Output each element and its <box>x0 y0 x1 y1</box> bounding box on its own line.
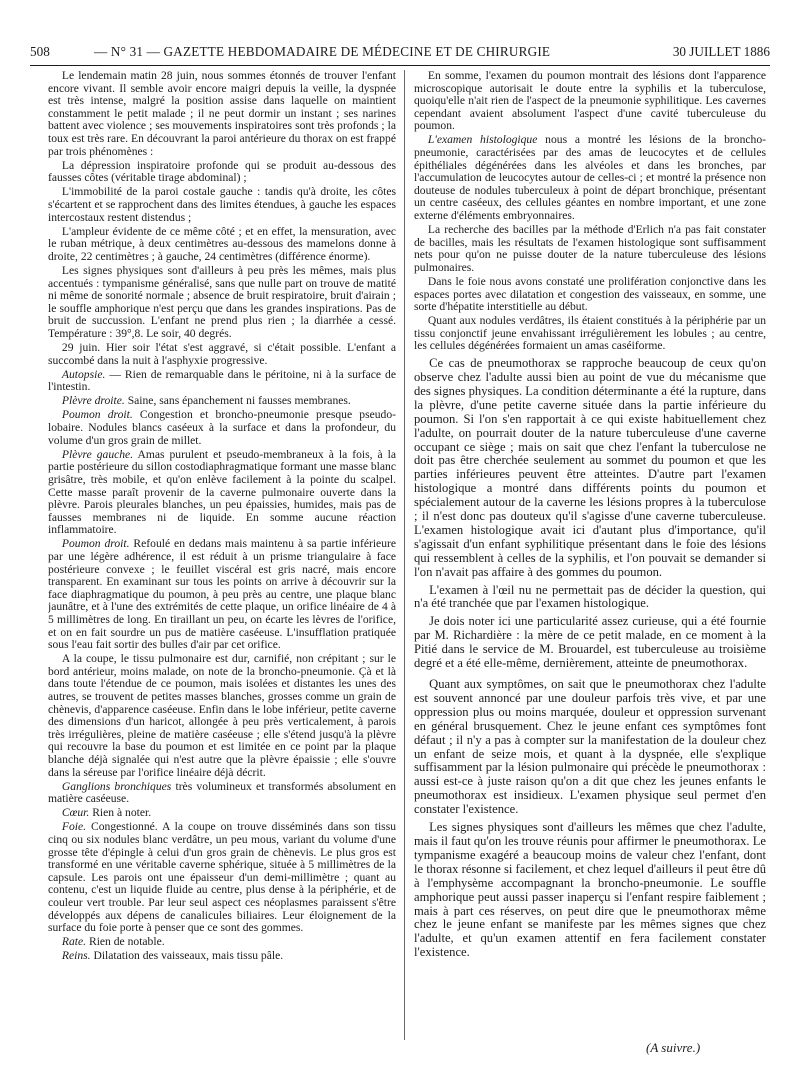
paragraph-text: L'examen à l'œil nu ne permettait pas de décider la question, qui n'a été tranchée que par l'examen histologique. <box>414 582 766 611</box>
paragraph <box>414 70 766 133</box>
paragraph <box>414 615 766 671</box>
paragraph-text: Quant aux nodules verdâtres, ils étaient constitués à la périphérie par un tissu conjonctif jeune envahissant irrégulièrement les lobules ; au centre, les cellules dégénérées formaient un amas caséiforme. <box>414 314 766 353</box>
paragraph-lead: L'examen histologique <box>427 133 538 147</box>
paragraph <box>48 160 396 185</box>
paragraph <box>414 224 766 274</box>
paragraph-text: Je dois noter ici une particularité assez curieuse, qui a été fournie par M. Richardière : la mère de ce petit malade, en ce moment à la Pitié dans le service de M. Brouardel, est tuberculeuse au troisième degré et a été elle-même, dernièrement, atteinte de pneumothorax. <box>414 614 766 671</box>
paragraph-text: En somme, l'examen du poumon montrait des lésions dont l'apparence microscopique autorisait le doute entre la syphilis et la tuberculose, quoiqu'elle n'ait rien de l'aspect de la pneumonie syphilitique. Les cavernes cependant avaient absolument l'aspect d'une cavité tuberculeuse du poumon. <box>414 70 766 133</box>
paragraph-lead: Plèvre droite. <box>61 394 125 408</box>
paragraph-text: très volumineux et transformés absolument en matière caséeuse. <box>48 779 396 806</box>
paragraph-text: Congestionné. A la coupe on trouve disséminés dans son tissu cinq ou six nodules blanc verdâtre, un peu mous, variant du volume d'une grosse tête d'épingle à celui d'un gros grain de chènevis. Le plus gros est transformé en une véritable caverne sphérique, située à 5 millimètres de la capsule. Les parois ont une épaisseur d'un demi-millimètre ; quant au contenu, c'est un liquide fluide au centre, plus dense à la périphérie, et de couleur vert trouble. Par leur seul aspect ces néoplasmes paraissent s'être développés aux dépens de canalicules biliaires. Leur éloignement de la surface du foie porte à penser que ce sont des gommes. <box>48 820 396 935</box>
paragraph-lead: Poumon droit. <box>61 408 133 422</box>
paragraph <box>48 821 396 934</box>
paragraph <box>414 357 766 580</box>
paragraph-lead: Poumon droit. <box>61 537 130 551</box>
paragraph-text: La recherche des bacilles par la méthode d'Erlich n'a pas fait constater de bacilles, mais les résultats de l'examen histologique sont suffisamment nets pour qu'on ne puisse douter de la nature tuberculeuse des lésions pulmonaires. <box>414 223 766 274</box>
paragraph-lead: Plèvre gauche. <box>61 447 134 461</box>
paragraph-text: Le lendemain matin 28 juin, nous sommes étonnés de trouver l'enfant encore vivant. Il semble avoir encore maigri depuis la veille, la dyspnée est très intense, malgré la position assise dans laquelle on maintient constamment le petit malade ; il ne peut dormir un instant ; ses narines battent avec violence ; ses mouvements inspiratoires sont très profonds ; la toux est très rare. En découvrant la paroi antérieure du thorax on est frappé par trois phénomènes : <box>48 70 396 158</box>
left-column <box>48 70 396 1052</box>
paragraph <box>48 369 396 394</box>
paragraph-text: Quant aux symptômes, on sait que le pneumothorax chez l'adulte est souvent annoncé par une douleur parfois très vive, et par une oppression plus ou moins marquée, douleur et oppression survenant en général brusquement. Chez le jeune enfant ces symptômes font défaut ; il n'y a pas à compter sur la manifestation de la douleur chez un enfant de seize mois, et quant à la dyspnée, elle s'explique suffisamment par la lésion pulmonaire qui précède le pneumothorax : aussi est-ce à juste raison qu'on a dit que chez les jeunes enfants le pneumothorax est insidieux. L'examen physique seul permet d'en constater l'existence. <box>414 677 766 817</box>
paragraph <box>48 538 396 651</box>
paragraph <box>48 950 396 963</box>
journal-title: — N° 31 — GAZETTE HEBDOMADAIRE DE MÉDECINE ET DE CHIRURGIE <box>94 44 551 59</box>
paragraph <box>48 653 396 779</box>
paragraph-text: Congestion et broncho-pneumonie presque pseudo-lobaire. Nodules blancs caséeux à la surface et dans la profondeur, du volume d'un gros grain de millet. <box>48 408 396 447</box>
paragraph <box>48 342 396 367</box>
paragraph-text: L'immobilité de la paroi costale gauche : tandis qu'à droite, les côtes s'écartent et se rapprochent dans des limites étendues, à gauche les espaces intercostaux restent distendus ; <box>48 185 396 224</box>
paragraph-text: 29 juin. Hier soir l'état s'est aggravé, si c'était possible. L'enfant a succombé dans la nuit à l'asphyxie progressive. <box>48 340 396 367</box>
paragraph-lead: Reins. <box>61 949 91 963</box>
paragraph <box>48 807 396 820</box>
paragraph-lead: Foie. <box>61 820 87 834</box>
paragraph <box>48 781 396 806</box>
paragraph-text: Dilatation des vaisseaux, mais tissu pâle. <box>90 949 284 963</box>
paragraph-text: La dépression inspiratoire profonde qui se produit au-dessous des fausses côtes (véritable tirage abdominal) ; <box>48 158 396 185</box>
paragraph-text: — Rien de remarquable dans le péritoine, ni à la surface de l'intestin. <box>48 367 396 394</box>
paragraph <box>48 936 396 949</box>
page-header <box>30 44 770 64</box>
paragraph <box>48 395 396 408</box>
paragraph <box>48 409 396 447</box>
paragraph <box>48 449 396 537</box>
paragraph <box>414 134 766 222</box>
paragraph-lead: Autopsie. <box>61 367 106 381</box>
right-column <box>414 70 766 1070</box>
paragraph <box>414 821 766 960</box>
paragraph <box>414 678 766 817</box>
paragraph-text: Dans le foie nous avons constaté une prolifération conjonctive dans les espaces portes avec dilatation et congestion des vaisseaux, en somme, une sorte d'hépatite interstitielle au début. <box>414 275 766 314</box>
paragraph-lead: Ganglions bronchiques <box>61 779 172 793</box>
header-rule <box>30 65 770 66</box>
paragraph-text: Rien à noter. <box>89 806 152 820</box>
continuation-note: (A suivre.) <box>646 1040 701 1055</box>
paragraph <box>48 265 396 341</box>
paragraph <box>48 186 396 224</box>
paragraph-text: Amas purulent et pseudo-membraneux à la fois, à la partie postérieure du sillon costodiaphragmatique formant une masse blanc grisâtre, très mobile, et qu'on enlève facilement à la pointe du scalpel. Cette masse paraît provenir de la caverne pulmonaire ouverte dans la plèvre. Parois pleurales blanches, un peu épaissies, humides, mais pas de fausses membranes ni de liquide. En somme aucune réaction inflammatoire. <box>48 447 396 537</box>
paragraph <box>48 70 396 158</box>
paragraph-text: Les signes physiques sont d'ailleurs les mêmes que chez l'adulte, mais il faut qu'on les trouve réunis pour affirmer le pneumothorax. Le tympanisme exagéré a beaucoup moins de valeur chez l'enfant, dont le thorax résonne si facilement, et chez lequel d'ailleurs il peut être dû à l'emphysème accompagnant la broncho-pneumonie. Le souffle amphorique peut aussi passer inaperçu si l'enfant respire faiblement ; mais à part ces réserves, on peut dire que le pneumothorax même chez le jeune enfant se manifeste par les mêmes signes que chez l'adulte, et qu'un examen attentif en fera facilement constater l'existence. <box>414 820 766 960</box>
paragraph-text: Rien de notable. <box>86 935 165 949</box>
paragraph-text: Refoulé en dedans mais maintenu à sa partie inférieure par une légère adhérence, il est réduit à un prisme triangulaire à face postérieure convexe ; le feuillet viscéral est gris nacré, mais encore transparent. En examinant sur tous les points on arrive à découvrir sur la face diaphragmatique du poumon, à peu près au centre, une plaque blanc jaunâtre, et à l'une des extrémités de cette plaque, un orifice linéaire de 4 à 5 millimètres de long. En tiraillant un peu, on écarte les lèvres de l'orifice, et on en fait sourdre un pus de matière caséeuse. L'insufflation pratiquée sous l'eau fait sortir des bulles d'air par cet orifice. <box>48 537 396 652</box>
paragraph <box>414 276 766 314</box>
paragraph-text: nous a montré les lésions de la broncho-pneumonie, caractérisées par des amas de leucocytes et de cellules épithéliales dégénérées dans les alvéoles et dans les bronches, par l'accumulation de leucocytes autour de celles-ci ; et montré la présence non douteuse de nodules tuberculeux à point de départ bronchique, présentant un centre caséeux, des cellules géantes en nombre important, et une zone externe d'éléments embryonnaires. <box>414 133 766 223</box>
paragraph <box>414 584 766 612</box>
column-divider <box>404 70 405 1040</box>
paragraph-lead: Cœur. <box>61 806 90 820</box>
paragraph <box>48 226 396 264</box>
paragraph-text: Les signes physiques sont d'ailleurs à peu près les mêmes, mais plus accentués : tympanisme généralisé, sans que nulle part on trouve de matité ni même de sonorité normale ; absence de bruit respiratoire, bruit d'airain ; le souffle amphorique n'est perçu que dans les grandes inspirations. Pas de bruit de succussion. L'enfant ne prend plus rien ; la diarrhée a cessé. Température : 39°,8. Le soir, 40 degrés. <box>48 263 396 340</box>
issue-date: 30 JUILLET 1886 <box>672 44 770 59</box>
paragraph-lead: Rate. <box>61 935 87 949</box>
paragraph-text: A la coupe, le tissu pulmonaire est dur, carnifié, non crépitant ; sur le bord antérieur, moins malade, on note de la broncho-pneumonie. Çà et là dans toute l'étendue de ce poumon, mais isolées et distantes les unes des autres, se trouvent de petites masses blanches, grosses comme un grain de chènevis, d'apparence caséeuse. Enfin dans le lobe inférieur, petite caverne des dimensions d'un haricot, allongée à peu près verticalement, à parois très irrégulières, pleine de matière caséeuse ; elle s'étend jusqu'à la plèvre qui recouvre la base du poumon et est limitée en ce point par la plaque blanche déjà signalée qui n'est autre que la plèvre épaissie ; elle s'ouvre dans la séreuse par l'orifice linéaire déjà décrit. <box>48 652 396 779</box>
paragraph-text: Ce cas de pneumothorax se rapproche beaucoup de ceux qu'on observe chez l'adulte aussi bien au point de vue du mécanisme que des signes physiques. La condition déterminante a été la rupture, dans la plèvre, d'une petite caverne située dans la partie inférieure du poumon. Si l'on s'en rapportait à ce qui existe habituellement chez l'adulte, on pourrait douter de la nature tuberculeuse d'une caverne occupant ce siège ; mais on sait que chez l'enfant la tuberculose ne doit pas être cherchée seulement au sommet du poumon et que les parties inférieures peuvent être atteintes. D'autre part l'examen histologique a montré dans différents points du poumon et spécialement autour de la caverne les lésions propres à la tuberculose ; il n'est donc pas douteux qu'il s'agisse d'une caverne tuberculeuse. L'examen histologique avait ici d'autant plus d'importance, qu'il s'agissait d'un enfant syphilitique présentant dans le foie des lésions qui ressemblent à celles de la syphilis, et l'on pouvait se demander si l'on n'avait pas affaire à des gommes du poumon. <box>414 356 766 579</box>
paragraph-text: Saine, sans épanchement ni fausses membranes. <box>124 394 351 408</box>
paragraph-text: L'ampleur évidente de ce même côté ; et en effet, la mensuration, avec le ruban métrique, à deux centimètres au-dessous des mamelons donne à droite, 22 centimètres ; à gauche, 24 centimètres (différence énorme). <box>48 224 396 263</box>
page-number: 508 <box>30 44 50 59</box>
paragraph <box>414 315 766 353</box>
